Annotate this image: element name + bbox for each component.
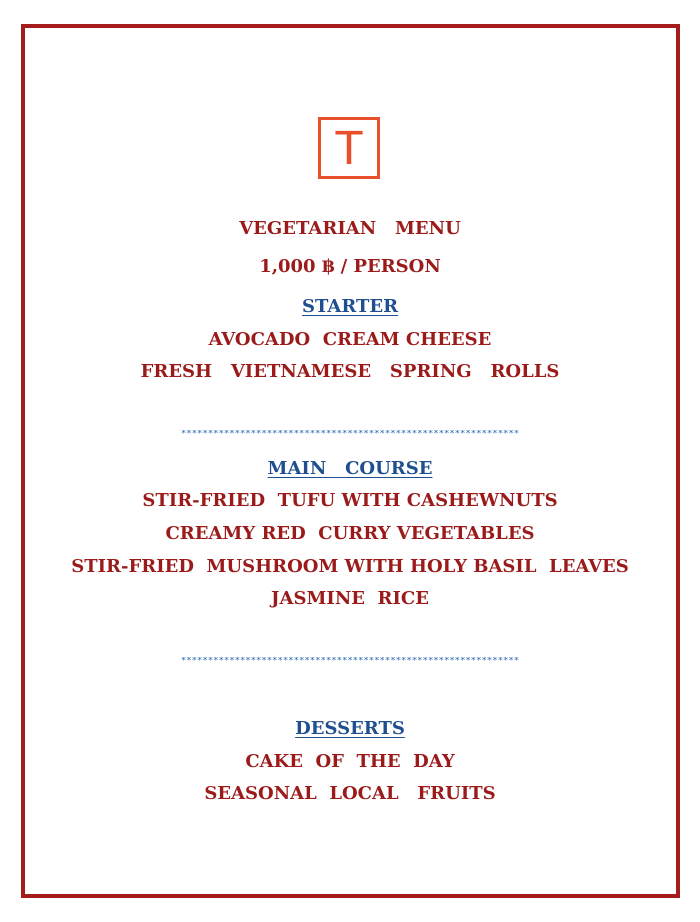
dessert-item: SEASONAL LOCAL FRUITS	[204, 783, 496, 804]
starter-item: AVOCADO CREAM CHEESE	[208, 329, 492, 350]
starter-item: FRESH VIETNAMESE SPRING ROLLS	[140, 361, 560, 382]
main-course-heading: MAIN COURSE	[267, 458, 433, 479]
starter-heading: STARTER	[301, 296, 399, 317]
desserts-heading: DESSERTS	[295, 718, 405, 739]
separator-stars: ***************************************************************	[180, 657, 520, 666]
main-course-item: STIR-FRIED TUFU WITH CASHEWNUTS	[142, 490, 558, 511]
restaurant-logo	[318, 117, 380, 179]
separator-stars: ***************************************************************	[180, 430, 520, 439]
main-course-item: CREAMY RED CURRY VEGETABLES	[165, 523, 535, 544]
menu-title: VEGETARIAN MENU	[239, 218, 461, 239]
main-course-item: STIR-FRIED MUSHROOM WITH HOLY BASIL LEAVES	[71, 556, 629, 577]
logo-letter: T	[334, 122, 364, 175]
menu-price: 1,000 ฿ / PERSON	[259, 256, 441, 277]
main-course-item: JASMINE RICE	[271, 588, 429, 609]
dessert-item: CAKE OF THE DAY	[245, 751, 455, 772]
